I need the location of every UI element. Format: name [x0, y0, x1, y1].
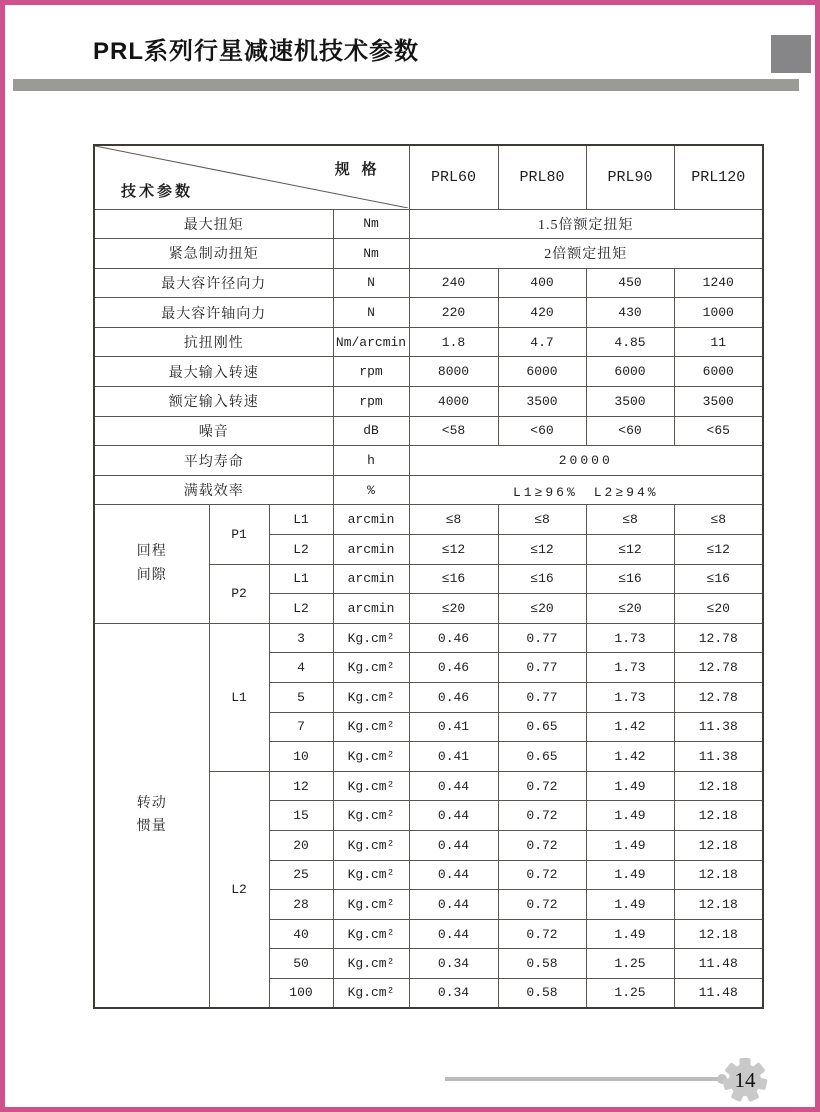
table-cell: ≤12	[498, 535, 586, 565]
table-cell: 0.34	[409, 949, 498, 979]
table-cell: 0.77	[498, 683, 586, 713]
table-cell: Kg.cm²	[333, 683, 409, 713]
table-cell: Kg.cm²	[333, 712, 409, 742]
table-cell: 12.78	[674, 653, 763, 683]
table-cell: 0.44	[409, 919, 498, 949]
table-row	[94, 209, 763, 239]
table-cell: 7	[269, 712, 333, 742]
table-cell: 4.85	[586, 327, 674, 357]
table-cell: 25	[269, 860, 333, 890]
table-cell: 最大容许径向力	[94, 268, 333, 298]
table-cell: 最大输入转速	[94, 357, 333, 387]
table-cell: 1.49	[586, 890, 674, 920]
table-cell: 0.72	[498, 830, 586, 860]
table-cell: 240	[409, 268, 498, 298]
table-cell: ≤16	[409, 564, 498, 594]
table-cell: 12.18	[674, 890, 763, 920]
table-row	[94, 623, 763, 653]
table-cell: 10	[269, 742, 333, 772]
table-cell: 转动 惯量	[94, 623, 209, 1008]
table-cell: Kg.cm²	[333, 771, 409, 801]
table-cell: 0.72	[498, 801, 586, 831]
table-row	[94, 357, 763, 387]
table-cell: L1	[209, 623, 269, 771]
table-cell: 最大扭矩	[94, 209, 333, 239]
table-cell: 0.46	[409, 683, 498, 713]
table-cell: P1	[209, 505, 269, 564]
table-cell: 2倍额定扭矩	[409, 239, 763, 269]
table-cell: 噪音	[94, 416, 333, 446]
table-cell: ≤20	[586, 594, 674, 624]
table-cell: 1.25	[586, 978, 674, 1008]
table-cell: 1.49	[586, 771, 674, 801]
table-cell: 20	[269, 830, 333, 860]
table-row	[94, 387, 763, 417]
title-rule	[13, 79, 799, 91]
table-cell: 8000	[409, 357, 498, 387]
table-row	[94, 446, 763, 476]
table-cell: L2	[269, 594, 333, 624]
table-cell: 0.41	[409, 742, 498, 772]
table-cell: 0.72	[498, 890, 586, 920]
corner-decoration	[771, 35, 811, 73]
table-row	[94, 505, 763, 535]
table-cell: 6000	[586, 357, 674, 387]
table-cell: 100	[269, 978, 333, 1008]
table-cell: ≤12	[586, 535, 674, 565]
table-cell: 额定输入转速	[94, 387, 333, 417]
table-cell: <58	[409, 416, 498, 446]
table-cell: 1.49	[586, 801, 674, 831]
table-cell: ≤12	[674, 535, 763, 565]
table-cell: 0.34	[409, 978, 498, 1008]
table-cell: 28	[269, 890, 333, 920]
table-cell: <65	[674, 416, 763, 446]
table-cell: <60	[498, 416, 586, 446]
table-cell: 400	[498, 268, 586, 298]
table-cell: 1.49	[586, 860, 674, 890]
table-cell: ≤20	[409, 594, 498, 624]
table-cell: 紧急制动扭矩	[94, 239, 333, 269]
table-cell: Kg.cm²	[333, 653, 409, 683]
table-cell: Kg.cm²	[333, 830, 409, 860]
table-cell: 11.48	[674, 978, 763, 1008]
table-cell: 420	[498, 298, 586, 328]
table-cell: 11.38	[674, 712, 763, 742]
table-cell: 最大容许轴向力	[94, 298, 333, 328]
table-cell: 12.18	[674, 801, 763, 831]
table-cell: 12.18	[674, 860, 763, 890]
table-cell: 12.18	[674, 771, 763, 801]
table-cell: L2	[209, 771, 269, 1008]
table-cell: 430	[586, 298, 674, 328]
model-header-prl60: PRL60	[409, 145, 498, 209]
table-cell: Kg.cm²	[333, 890, 409, 920]
table-cell: 3500	[586, 387, 674, 417]
gear-icon	[720, 1055, 770, 1105]
table-cell: 3500	[674, 387, 763, 417]
table-cell: 11	[674, 327, 763, 357]
table-cell: 抗扭刚性	[94, 327, 333, 357]
table-cell: rpm	[333, 387, 409, 417]
table-cell: ≤8	[586, 505, 674, 535]
table-cell: arcmin	[333, 505, 409, 535]
table-cell: L1≥96% L2≥94%	[409, 475, 763, 505]
table-cell: Kg.cm²	[333, 919, 409, 949]
table-cell: 0.65	[498, 742, 586, 772]
table-cell: 满载效率	[94, 475, 333, 505]
table-cell: 11.38	[674, 742, 763, 772]
header-spec-label: 规 格	[334, 162, 381, 178]
table-cell: Nm	[333, 209, 409, 239]
table-cell: 3500	[498, 387, 586, 417]
table-cell: 0.72	[498, 860, 586, 890]
table-cell: Kg.cm²	[333, 801, 409, 831]
table-cell: h	[333, 446, 409, 476]
footer-rule	[445, 1077, 721, 1081]
table-cell: 0.41	[409, 712, 498, 742]
table-cell: ≤20	[498, 594, 586, 624]
model-header-prl90: PRL90	[586, 145, 674, 209]
table-cell: ≤16	[674, 564, 763, 594]
table-cell: 220	[409, 298, 498, 328]
table-cell: 3	[269, 623, 333, 653]
table-cell: Kg.cm²	[333, 949, 409, 979]
table-cell: 12.18	[674, 919, 763, 949]
table-cell: 0.72	[498, 771, 586, 801]
table-cell: 1.25	[586, 949, 674, 979]
table-cell: ≤8	[674, 505, 763, 535]
table-cell: 0.44	[409, 860, 498, 890]
table-cell: 1.73	[586, 623, 674, 653]
table-cell: 0.44	[409, 771, 498, 801]
table-cell: L1	[269, 564, 333, 594]
table-cell: N	[333, 268, 409, 298]
table-cell: N	[333, 298, 409, 328]
table-cell: arcmin	[333, 535, 409, 565]
table-cell: 1.49	[586, 919, 674, 949]
spec-table-wrapper	[93, 144, 764, 1009]
table-cell: 1.42	[586, 742, 674, 772]
table-cell: 0.46	[409, 653, 498, 683]
table-cell: 0.44	[409, 830, 498, 860]
model-header-prl80: PRL80	[498, 145, 586, 209]
table-row	[94, 239, 763, 269]
table-cell: ≤8	[498, 505, 586, 535]
table-cell: ≤12	[409, 535, 498, 565]
table-cell: 1000	[674, 298, 763, 328]
table-cell: ≤16	[498, 564, 586, 594]
table-cell: ≤16	[586, 564, 674, 594]
spec-table	[93, 144, 764, 1009]
table-cell: dB	[333, 416, 409, 446]
page-number: 14	[734, 1068, 756, 1092]
page-title: PRL系列行星减速机技术参数	[93, 38, 419, 65]
table-cell: Kg.cm²	[333, 978, 409, 1008]
table-row	[94, 475, 763, 505]
table-cell: 15	[269, 801, 333, 831]
table-cell: 0.58	[498, 949, 586, 979]
table-cell: 1.49	[586, 830, 674, 860]
table-cell: 12	[269, 771, 333, 801]
table-cell: P2	[209, 564, 269, 623]
table-cell: 12.78	[674, 683, 763, 713]
table-cell: 0.58	[498, 978, 586, 1008]
table-cell: 1.73	[586, 653, 674, 683]
table-row	[94, 327, 763, 357]
table-cell: Nm/arcmin	[333, 327, 409, 357]
table-cell: 0.44	[409, 890, 498, 920]
table-cell: 20000	[409, 446, 763, 476]
table-cell: 450	[586, 268, 674, 298]
table-cell: %	[333, 475, 409, 505]
table-cell: 4	[269, 653, 333, 683]
table-cell: rpm	[333, 357, 409, 387]
table-cell: 1.8	[409, 327, 498, 357]
table-cell: L1	[269, 505, 333, 535]
table-row	[94, 416, 763, 446]
table-cell: 回程 间隙	[94, 505, 209, 623]
table-cell: 11.48	[674, 949, 763, 979]
table-cell: Kg.cm²	[333, 860, 409, 890]
table-cell: 0.46	[409, 623, 498, 653]
table-cell: arcmin	[333, 594, 409, 624]
table-cell: Nm	[333, 239, 409, 269]
header-param-label: 技术参数	[121, 183, 194, 200]
table-cell: 0.44	[409, 801, 498, 831]
model-header-prl120: PRL120	[674, 145, 763, 209]
table-cell: 1.5倍额定扭矩	[409, 209, 763, 239]
table-cell: 1240	[674, 268, 763, 298]
table-cell: 12.18	[674, 830, 763, 860]
table-cell: arcmin	[333, 564, 409, 594]
table-cell: 12.78	[674, 623, 763, 653]
table-cell: 1.73	[586, 683, 674, 713]
table-cell: 4000	[409, 387, 498, 417]
table-cell: L2	[269, 535, 333, 565]
table-cell: 50	[269, 949, 333, 979]
table-cell: 1.42	[586, 712, 674, 742]
table-cell: ≤20	[674, 594, 763, 624]
table-row	[94, 268, 763, 298]
table-cell: 6000	[674, 357, 763, 387]
table-cell: 平均寿命	[94, 446, 333, 476]
diagonal-header-cell	[94, 145, 409, 209]
table-cell: Kg.cm²	[333, 623, 409, 653]
table-cell: 6000	[498, 357, 586, 387]
table-cell: 5	[269, 683, 333, 713]
table-cell: 4.7	[498, 327, 586, 357]
table-cell: 0.72	[498, 919, 586, 949]
table-cell: <60	[586, 416, 674, 446]
table-cell: 0.77	[498, 623, 586, 653]
table-cell: 0.77	[498, 653, 586, 683]
table-row	[94, 298, 763, 328]
table-cell: ≤8	[409, 505, 498, 535]
table-cell: Kg.cm²	[333, 742, 409, 772]
table-cell: 40	[269, 919, 333, 949]
table-cell: 0.65	[498, 712, 586, 742]
